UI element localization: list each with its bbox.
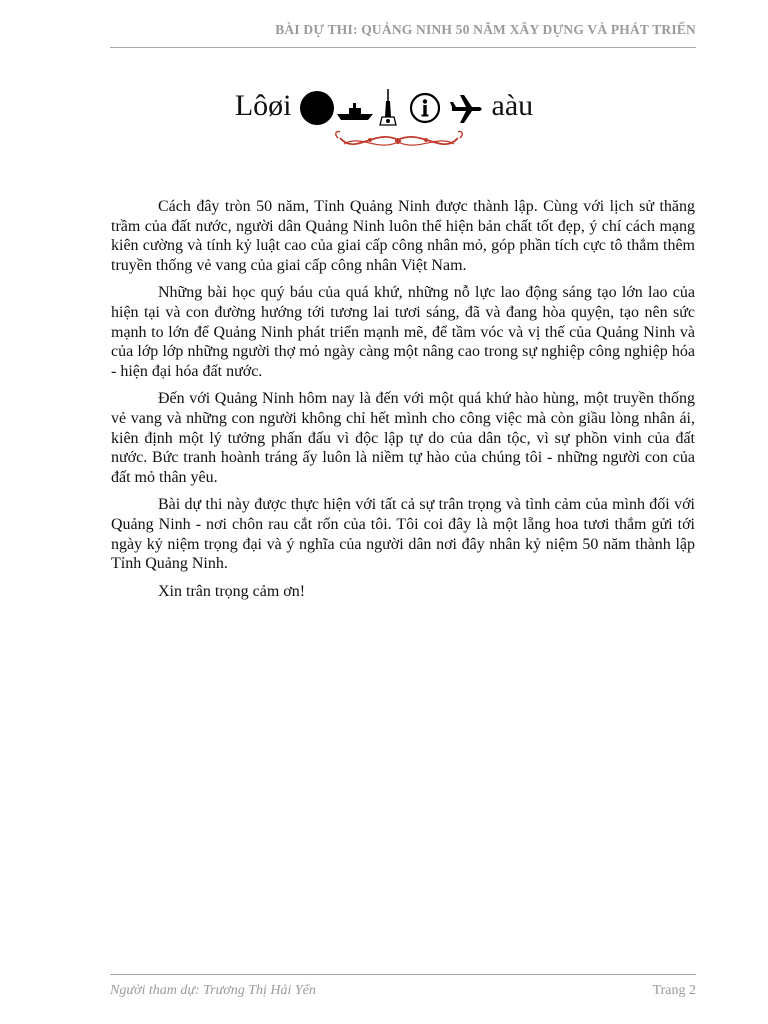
tower-symbol-icon [375, 87, 401, 129]
title-suffix: aàu [491, 89, 534, 122]
page-number: Trang 2 [652, 983, 696, 998]
footer-author: Người tham dự: Trương Thị Hải Yến [110, 983, 316, 998]
circle-symbol-icon [299, 90, 335, 126]
paragraph: Những bài học quý báu của quá khứ, những nỗ lực lao động sáng tạo lớn lao của hiện tại và con đường hướng tới tương lai tươi sáng, đã và đang hòa quyện, tạo nên sức mạnh to lớn để Quảng Ninh phát triển mạnh mẽ, để tầm vóc và vị thế của Quảng Ninh và của lớp lớp những người thợ mỏ ngày càng một nâng cao trong sự nghiệp công nghiệp hóa - hiện đại hóa đất nước. [111, 284, 695, 380]
paragraph: Đến với Quảng Ninh hôm nay là đến với một quá khứ hào hùng, một truyền thống vẻ vang và những con người không chỉ hết mình cho công việc mà còn giầu lòng nhân ái, kiên định một lý tưởng phấn đấu vì độc lập tự do của dân tộc, vì sự phồn vinh của đất nước. Bức tranh hoành tráng ấy luôn là niềm tự hào của chúng tôi - những người con của đất mỏ thân yêu. [111, 390, 695, 486]
body-text [111, 197, 695, 609]
paragraph: Bài dự thi này được thực hiện với tất cả sự trân trọng và tình cảm của mình đối với Quảng Ninh - nơi chôn rau cắt rốn của tôi. Tôi coi đây là một lẵng hoa tươi thắm gửi tới ngày kỷ niệm trọng đại và ý nghĩa của người dân nơi đây nhân kỷ niệm 50 năm thành lập Tỉnh Quảng Ninh. [111, 496, 695, 573]
paragraph: Cách đây tròn 50 năm, Tỉnh Quảng Ninh được thành lập. Cùng với lịch sử thăng trầm của đất nước, người dân Quảng Ninh luôn thể hiện bản chất tốt đẹp, ý chí cách mạng kiên cường và tính kỷ luật cao của giai cấp công nhân mỏ, góp phần tích cực tô thắm thêm truyền thống vẻ vang của giai cấp công nhân Việt Nam. [111, 198, 695, 274]
header-rule [110, 47, 696, 48]
closing-line: Xin trân trọng cảm ơn! [158, 582, 306, 600]
title-prefix: Lôøi [234, 89, 292, 122]
ship-symbol-icon [335, 90, 375, 126]
info-circle-symbol-icon [409, 92, 441, 124]
page-title [0, 86, 768, 129]
page-header-title: BÀI DỰ THI: QUẢNG NINH 50 NĂM XÂY DỰNG VÀ PHÁT TRIỂN [275, 22, 696, 37]
airplane-symbol-icon [448, 90, 484, 126]
decorative-ornament-icon [334, 126, 464, 158]
footer-rule [110, 974, 696, 975]
